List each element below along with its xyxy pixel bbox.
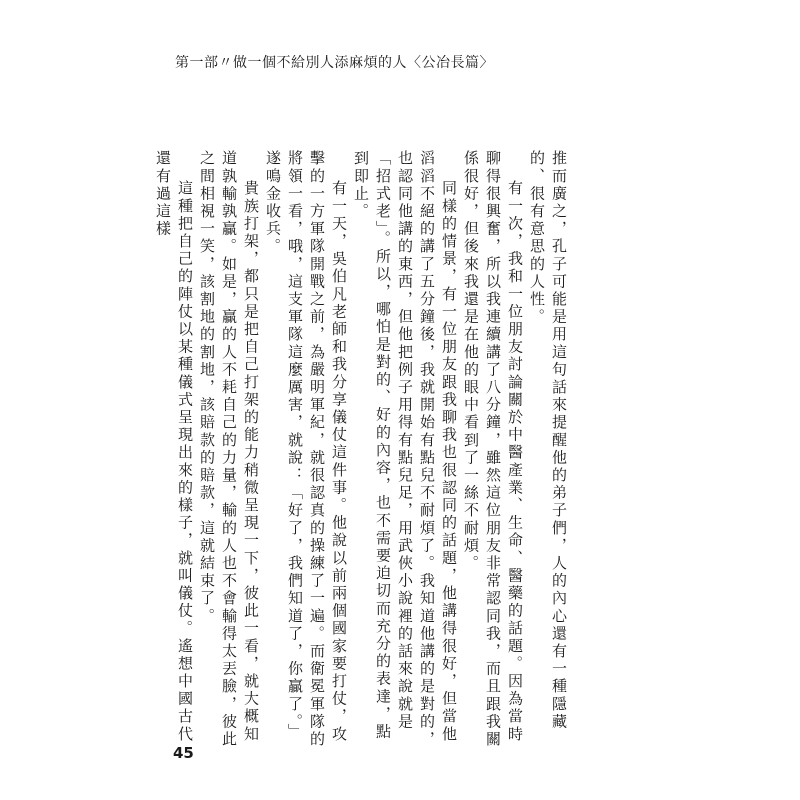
paragraph: 同樣的情景，有一位朋友跟我聊我也很認同的話題，他講得很好，但當他滔滔不絕的講了五分鐘後，我就開始有點兒不耐煩了。我知道他講的是對的，也認同他講的東西，但他把例子用得有點兒足，用武俠小說裡的話來說就是「招式老」。所以，哪怕是對的、好的內容，也不需要迫切而充分的表達，點到即止。 bbox=[352, 150, 458, 749]
paragraph: 有一天，吳伯凡老師和我分享儀仗這件事。他說以前兩個國家要打仗，攻擊的一方軍隊開戰之前，為嚴明軍紀，就很認真的操練了一遍。而衛冕軍隊的將領一看，哦，這支軍隊這麼厲害，就說：「好了，我們知道了，你贏了。」遂鳴金收兵。 bbox=[264, 150, 348, 749]
paragraph: 貴族打架，都只是把自己打架的能力稍微呈現一下，彼此一看，就大概知道孰輸孰贏。如是，贏的人不耗自己的力量，輸的人也不會輸得太丟臉，彼此之間相視一笑，該割地的割地，該賠款的賠款，這就結束了。 bbox=[198, 150, 260, 749]
paragraph: 這種把自己的陣仗以某種儀式呈現出來的樣子，就叫儀仗。遙想中國古代還有過這樣 bbox=[154, 150, 194, 744]
paragraph: 推而廣之，孔子可能是用這句話來提醒他的弟子們，人的內心還有一種隱藏的、很有意思的人性。 bbox=[528, 150, 568, 731]
body-text bbox=[154, 150, 570, 750]
page-number: 45 bbox=[173, 744, 194, 762]
paragraph: 有一次，我和一位朋友討論關於中醫產業、生命、醫藥的話題。因為當時聊得很興奮，所以我連續講了八分鐘，雖然這位朋友非常認同我，而且跟我關係很好，但後來我還是在他的眼中看到了一絲不耐煩。 bbox=[462, 150, 524, 749]
running-head: 第一部〃做一個不給別人添麻煩的人〈公冶長篇〉 bbox=[175, 55, 494, 71]
